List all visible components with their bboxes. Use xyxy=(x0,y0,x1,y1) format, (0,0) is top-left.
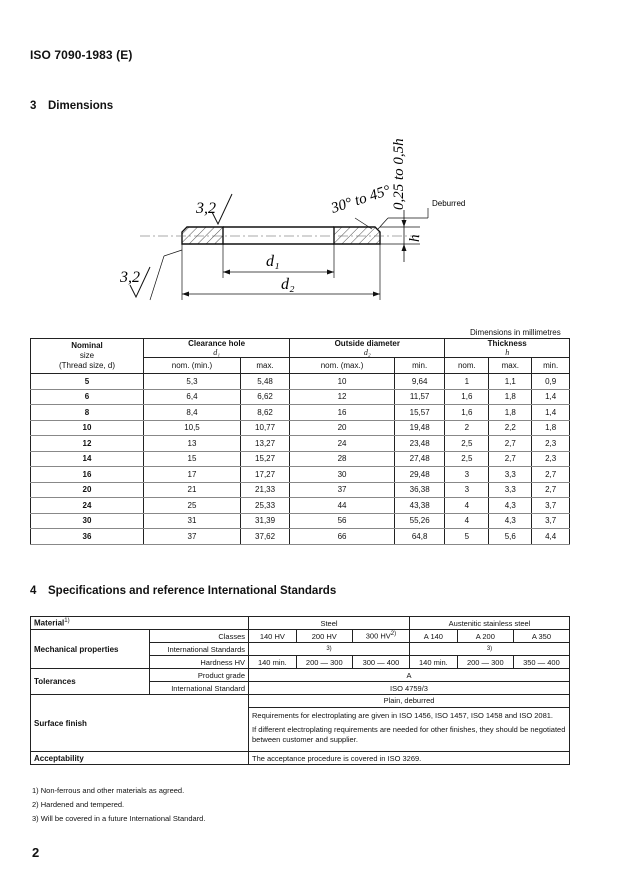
tolerances-label: Tolerances xyxy=(31,669,150,695)
table-cell: 2,3 xyxy=(532,436,570,452)
table-cell: 10,5 xyxy=(144,420,241,436)
dimensions-table xyxy=(30,338,570,545)
clearance-hole-header: Clearance hole d₁ xyxy=(144,339,290,358)
table-cell: 37 xyxy=(290,482,395,498)
table-row xyxy=(31,420,570,436)
table-cell: 5,6 xyxy=(489,529,532,545)
specifications-table xyxy=(30,616,570,765)
table-cell: 3,3 xyxy=(489,467,532,483)
d1-label: d₁ xyxy=(266,253,280,270)
table-cell: 1,8 xyxy=(532,420,570,436)
table-cell: 1,8 xyxy=(489,389,532,405)
table-row xyxy=(31,451,570,467)
table-cell: 4,3 xyxy=(489,513,532,529)
table-cell: 1,4 xyxy=(532,389,570,405)
table-cell: 1 xyxy=(445,374,489,390)
table-cell: 2,5 xyxy=(445,451,489,467)
table-cell: 24 xyxy=(290,436,395,452)
table-cell: 25,33 xyxy=(240,498,289,514)
document-header: ISO 7090-1983 (E) xyxy=(30,48,133,62)
table-cell: 1,1 xyxy=(489,374,532,390)
product-grade-label: Product grade xyxy=(150,669,249,682)
hardness-cell: 200 — 300 xyxy=(296,656,352,669)
table-cell: 2 xyxy=(445,420,489,436)
table-cell: 31,39 xyxy=(240,513,289,529)
table-cell: 23,48 xyxy=(394,436,444,452)
acceptability-label: Acceptability xyxy=(31,752,249,765)
footnote-1: 1) Non-ferrous and other materials as agreed. xyxy=(32,786,185,795)
subheader: max. xyxy=(489,358,532,374)
table-row xyxy=(31,389,570,405)
deburred-label: Deburred xyxy=(432,199,466,208)
table-cell: 3 xyxy=(445,482,489,498)
material-label: Material$^{1)}$ xyxy=(31,617,249,630)
washer-right-section xyxy=(334,227,380,244)
washer-drawing xyxy=(0,0,620,330)
table-cell: 3 xyxy=(445,467,489,483)
table-row xyxy=(31,498,570,514)
table-cell: 56 xyxy=(290,513,395,529)
table-cell: 8,4 xyxy=(144,405,241,421)
table-cell: 19,48 xyxy=(394,420,444,436)
stainless-header: Austenitic stainless steel xyxy=(410,617,570,630)
table-cell: 6,62 xyxy=(240,389,289,405)
chamfer-label: 30° to 45° xyxy=(329,182,393,217)
table-cell: 8,62 xyxy=(240,405,289,421)
table-cell: 2,7 xyxy=(532,467,570,483)
table-row xyxy=(31,467,570,483)
nominal-size-cell: 24 xyxy=(31,498,144,514)
table-row xyxy=(31,529,570,545)
subheader: nom. (max.) xyxy=(290,358,395,374)
table-cell: 12 xyxy=(290,389,395,405)
table-cell: 5,48 xyxy=(240,374,289,390)
table-cell: 11,57 xyxy=(394,389,444,405)
subheader: min. xyxy=(532,358,570,374)
table-cell: 4 xyxy=(445,513,489,529)
table-cell: 1,6 xyxy=(445,389,489,405)
table-cell: 2,3 xyxy=(532,451,570,467)
hardness-cell: 140 min. xyxy=(249,656,297,669)
intl-standards-steel: 3) xyxy=(249,643,410,656)
class-cell: A 350 xyxy=(513,630,569,643)
table-cell: 4,4 xyxy=(532,529,570,545)
table-cell: 28 xyxy=(290,451,395,467)
table-cell: 1,8 xyxy=(489,405,532,421)
subheader: nom. (min.) xyxy=(144,358,241,374)
table-cell: 37,62 xyxy=(240,529,289,545)
nominal-size-cell: 16 xyxy=(31,467,144,483)
section-3-title: Dimensions xyxy=(48,100,114,112)
table-cell: 15 xyxy=(144,451,241,467)
class-cell: A 200 xyxy=(457,630,513,643)
table-cell: 3,3 xyxy=(489,482,532,498)
section-3-number: 3 xyxy=(30,100,37,112)
hardness-cell: 140 min. xyxy=(410,656,458,669)
table-cell: 30 xyxy=(290,467,395,483)
table-cell: 5 xyxy=(445,529,489,545)
footnote-2: 2) Hardened and tempered. xyxy=(32,800,125,809)
table-cell: 37 xyxy=(144,529,241,545)
subheader: max. xyxy=(240,358,289,374)
table-cell: 4 xyxy=(445,498,489,514)
table-cell: 13,27 xyxy=(240,436,289,452)
table-cell: 55,26 xyxy=(394,513,444,529)
h-label: h xyxy=(407,234,423,242)
intl-standards-label: International Standards xyxy=(150,643,249,656)
intl-standard-label: International Standard xyxy=(150,682,249,695)
table-row xyxy=(31,482,570,498)
table-cell: 66 xyxy=(290,529,395,545)
classes-label: Classes xyxy=(150,630,249,643)
nominal-size-cell: 30 xyxy=(31,513,144,529)
nominal-size-cell: 36 xyxy=(31,529,144,545)
hardness-label: Hardness HV xyxy=(150,656,249,669)
table-cell: 21,33 xyxy=(240,482,289,498)
thickness-range-label: 0,25 to 0,5h xyxy=(391,138,407,210)
table-cell: 15,27 xyxy=(240,451,289,467)
section-4-heading xyxy=(30,585,336,597)
product-grade-value: A xyxy=(249,669,570,682)
table-cell: 44 xyxy=(290,498,395,514)
nominal-size-cell: 12 xyxy=(31,436,144,452)
table-cell: 2,7 xyxy=(532,482,570,498)
surface-finish-label: Surface finish xyxy=(31,695,249,752)
table-cell: 1,4 xyxy=(532,405,570,421)
hardness-cell: 300 — 400 xyxy=(352,656,409,669)
table-cell: 29,48 xyxy=(394,467,444,483)
class-cell: 200 HV xyxy=(296,630,352,643)
table-cell: 3,7 xyxy=(532,513,570,529)
roughness-top-label: 3,2 xyxy=(196,200,216,217)
thickness-header: Thickness h xyxy=(445,339,570,358)
surface-finish-value: Plain, deburred Requirements for electroplating are given in ISO 1456, ISO 1457, ISO 1458 and ISO 2081. If different electroplating requirements are needed for other finishes, they should be negotiated between customer and supplier. xyxy=(249,695,570,752)
table-cell: 6,4 xyxy=(144,389,241,405)
table-cell: 1,6 xyxy=(445,405,489,421)
class-cell: A 140 xyxy=(410,630,458,643)
table-row xyxy=(31,405,570,421)
table-cell: 15,57 xyxy=(394,405,444,421)
table-cell: 9,64 xyxy=(394,374,444,390)
table-cell: 3,7 xyxy=(532,498,570,514)
table-row xyxy=(31,513,570,529)
table-cell: 13 xyxy=(144,436,241,452)
nominal-size-header: Nominal size (Thread size, d) xyxy=(31,339,144,374)
table-cell: 25 xyxy=(144,498,241,514)
table-cell: 0,9 xyxy=(532,374,570,390)
nominal-size-cell: 14 xyxy=(31,451,144,467)
dimensions-note: Dimensions in millimetres xyxy=(470,328,561,337)
nominal-size-cell: 10 xyxy=(31,420,144,436)
nominal-size-cell: 20 xyxy=(31,482,144,498)
intl-standards-stainless: 3) xyxy=(410,643,570,656)
outside-diameter-header: Outside diameter d₂ xyxy=(290,339,445,358)
table-cell: 43,38 xyxy=(394,498,444,514)
hardness-cell: 350 — 400 xyxy=(513,656,569,669)
table-row xyxy=(31,436,570,452)
footnote-3: 3) Will be covered in a future International Standard. xyxy=(32,814,206,823)
nominal-size-cell: 5 xyxy=(31,374,144,390)
page-number: 2 xyxy=(32,845,40,860)
hardness-cell: 200 — 300 xyxy=(457,656,513,669)
class-cell: 140 HV xyxy=(249,630,297,643)
table-cell: 10,77 xyxy=(240,420,289,436)
roughness-left-label: 3,2 xyxy=(120,269,140,286)
table-cell: 17,27 xyxy=(240,467,289,483)
table-cell: 21 xyxy=(144,482,241,498)
subheader: min. xyxy=(394,358,444,374)
table-cell: 4,3 xyxy=(489,498,532,514)
table-cell: 17 xyxy=(144,467,241,483)
table-cell: 2,5 xyxy=(445,436,489,452)
nominal-size-cell: 6 xyxy=(31,389,144,405)
table-row xyxy=(31,374,570,390)
table-cell: 16 xyxy=(290,405,395,421)
acceptability-value: The acceptance procedure is covered in ISO 3269. xyxy=(249,752,570,765)
section-4-number: 4 xyxy=(30,585,37,597)
mechanical-properties-label: Mechanical properties xyxy=(31,630,150,669)
table-cell: 10 xyxy=(290,374,395,390)
table-cell: 31 xyxy=(144,513,241,529)
table-cell: 2,7 xyxy=(489,436,532,452)
table-cell: 64,8 xyxy=(394,529,444,545)
table-cell: 20 xyxy=(290,420,395,436)
section-4-title: Specifications and reference International Standards xyxy=(48,585,337,597)
nominal-size-cell: 8 xyxy=(31,405,144,421)
d2-label: d₂ xyxy=(281,276,295,293)
table-cell: 5,3 xyxy=(144,374,241,390)
table-cell: 36,38 xyxy=(394,482,444,498)
steel-header: Steel xyxy=(249,617,410,630)
washer-left-section xyxy=(182,227,223,244)
table-cell: 2,2 xyxy=(489,420,532,436)
class-cell: 300 HV$^{2)}$ xyxy=(352,630,409,643)
table-cell: 2,7 xyxy=(489,451,532,467)
table-cell: 27,48 xyxy=(394,451,444,467)
intl-standard-value: ISO 4759/3 xyxy=(249,682,570,695)
subheader: nom. xyxy=(445,358,489,374)
